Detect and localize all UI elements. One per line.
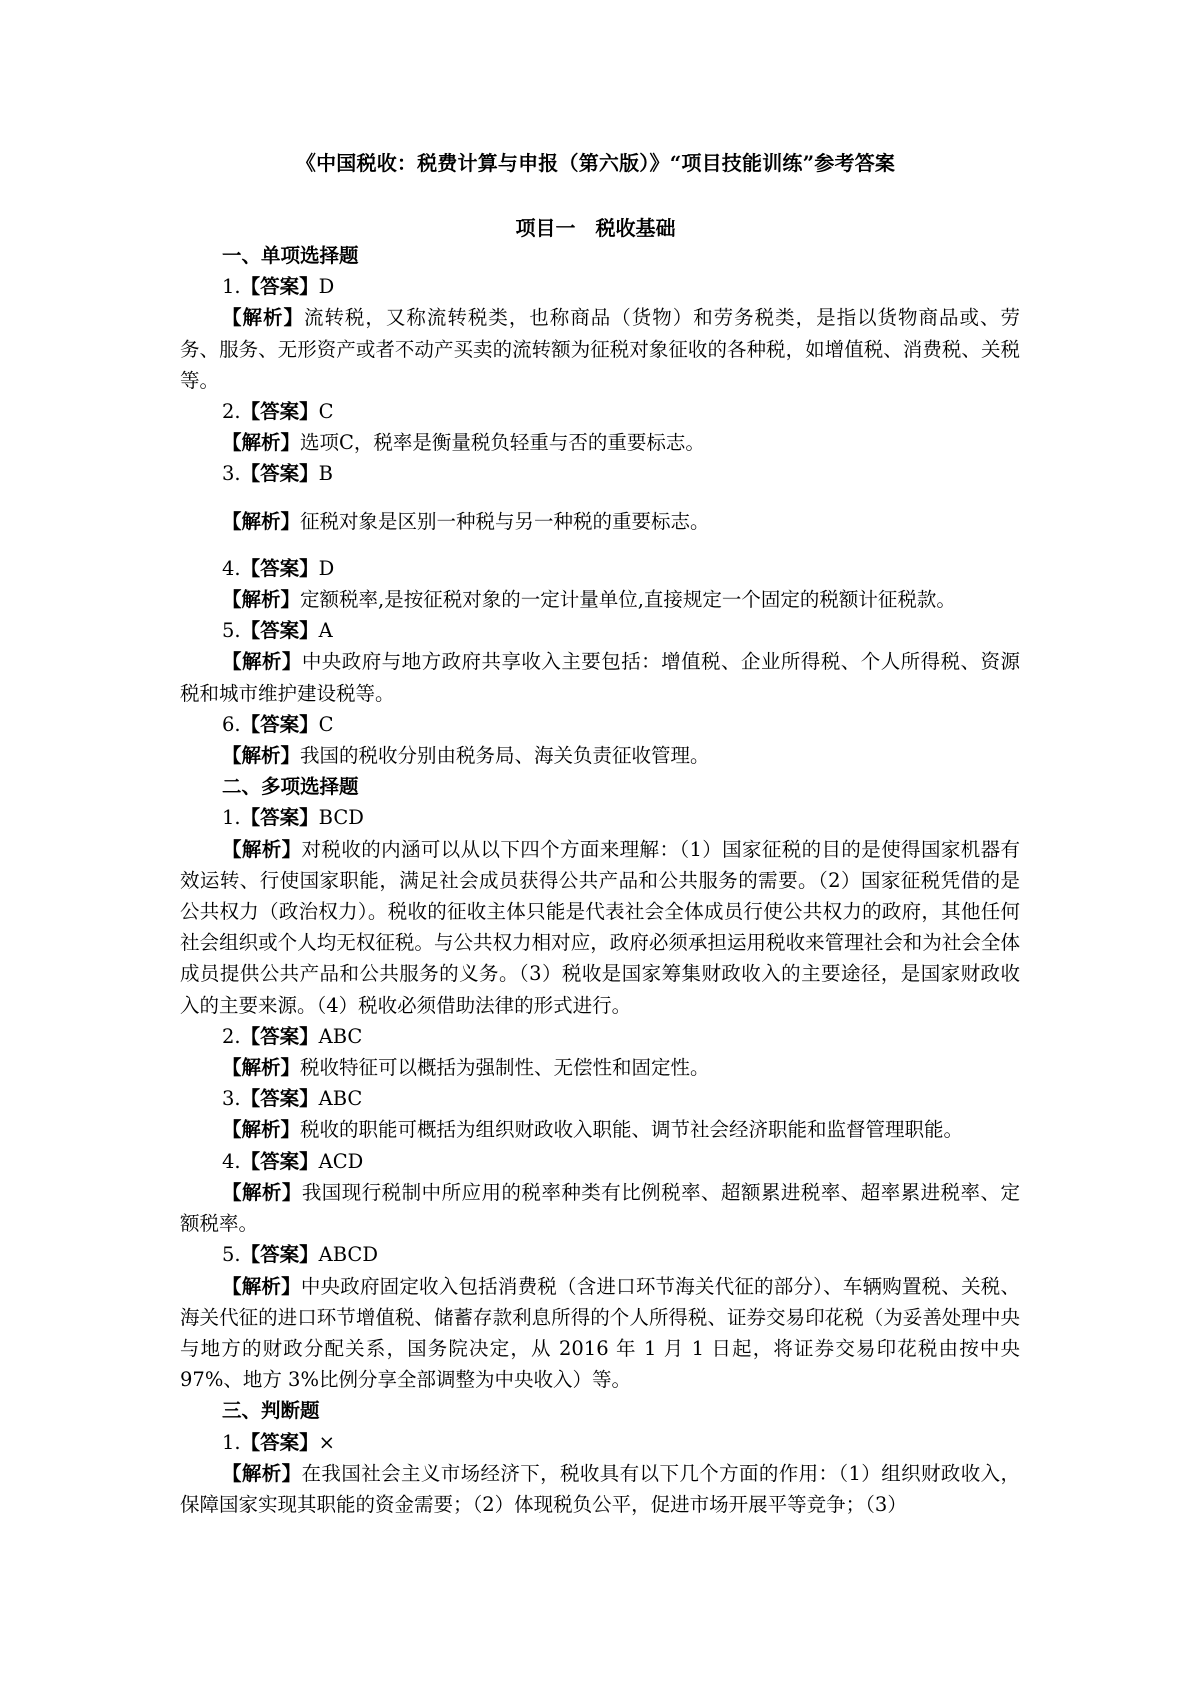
answer-line: 1.【答案】× [222,1430,335,1454]
analysis-paragraph: 【解析】我国的税收分别由税务局、海关负责征收管理。 [222,744,710,768]
analysis-paragraph: 【解析】税收特征可以概括为强制性、无偿性和固定性。 [222,1056,710,1080]
answer-line: 1.【答案】BCD [222,806,364,830]
analysis-paragraph: 【解析】中央政府固定收入包括消费税（含进口环节海关代征的部分）、车辆购置税、关税、海关代征的进口环节增值税、储蓄存款利息所得的个人所得税、证券交易印花税（为妥善处理中央与地方的财政分配关系，国务院决定，从 2016 年 1 月 1 日起，将证券交易印花税由按中央 97%、地方 3%比例分享全部调整为中央收入）等。 [180,1274,1020,1392]
section-heading: 三、判断题 [222,1399,320,1423]
project-title: 项目一 税收基础 [515,216,676,240]
analysis-paragraph: 【解析】税收的职能可概括为组织财政收入职能、调节社会经济职能和监督管理职能。 [222,1118,964,1142]
answer-line: 4.【答案】ACD [222,1149,364,1173]
answer-line: 3.【答案】ABC [222,1087,363,1111]
document-body [180,240,1020,1520]
analysis-paragraph: 【解析】流转税，又称流转税类，也称商品（货物）和劳务税类，是指以货物商品或、劳务、服务、无形资产或者不动产买卖的流转额为征税对象征收的各种税，如增值税、消费税、关税等。 [180,306,1020,392]
answer-line: 2.【答案】ABC [222,1024,363,1048]
analysis-paragraph: 【解析】定额税率,是按征税对象的一定计量单位,直接规定一个固定的税额计征税款。 [222,588,956,612]
analysis-paragraph: 【解析】征税对象是区别一种税与另一种税的重要标志。 [222,509,710,533]
answer-line: 1.【答案】D [222,275,335,299]
analysis-paragraph: 【解析】我国现行税制中所应用的税率种类有比例税率、超额累进税率、超率累进税率、定额税率。 [180,1180,1020,1236]
analysis-paragraph: 【解析】对税收的内涵可以从以下四个方面来理解：（1）国家征税的目的是使得国家机器有效运转、行使国家职能，满足社会成员获得公共产品和公共服务的需要。（2）国家征税凭借的是公共权力（政治权力）。税收的征收主体只能是代表社会全体成员行使公共权力的政府，其他任何社会组织或个人均无权征税。与公共权力相对应，政府必须承担运用税收来管理社会和为社会全体成员提供公共产品和公共服务的义务。（3）税收是国家筹集财政收入的主要途径，是国家财政收入的主要来源。（4）税收必须借助法律的形式进行。 [180,837,1020,1017]
answer-line: 6.【答案】C [222,712,334,736]
answer-line: 5.【答案】A [222,619,333,643]
answer-line: 4.【答案】D [222,556,335,580]
analysis-paragraph: 【解析】选项C，税率是衡量税负轻重与否的重要标志。 [222,431,705,455]
answer-line: 2.【答案】C [222,400,334,424]
section-heading: 一、单项选择题 [222,244,359,267]
analysis-paragraph: 【解析】中央政府与地方政府共享收入主要包括：增值税、企业所得税、个人所得税、资源税和城市维护建设税等。 [180,650,1020,705]
answer-line: 3.【答案】B [222,462,333,486]
document-title: 《中国税收：税费计算与申报（第六版）》“项目技能训练”参考答案 [295,151,896,175]
analysis-paragraph: 【解析】在我国社会主义市场经济下，税收具有以下几个方面的作用：（1）组织财政收入，保障国家实现其职能的资金需要；（2）体现税负公平，促进市场开展平等竞争；（3） [180,1461,1020,1516]
answer-line: 5.【答案】ABCD [222,1243,378,1267]
section-heading: 二、多项选择题 [222,775,359,799]
